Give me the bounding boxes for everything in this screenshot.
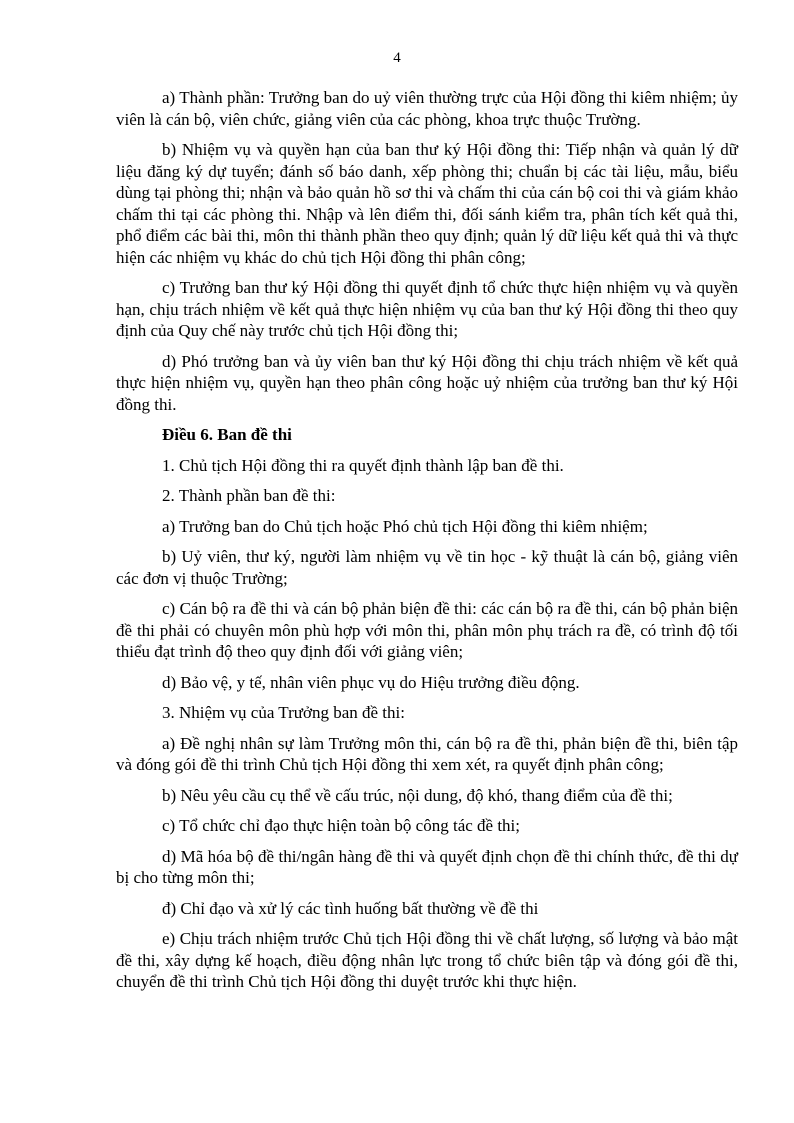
paragraph: a) Thành phần: Trưởng ban do uỷ viên thường trực của Hội đồng thi kiêm nhiệm; ủy viên là cán bộ, viên chức, giảng viên của các phòng, khoa trực thuộc Trường. — [116, 88, 738, 129]
page-number: 4 — [393, 50, 401, 66]
section-heading: Điều 6. Ban đề thi — [162, 425, 292, 444]
paragraph: d) Phó trưởng ban và ủy viên ban thư ký Hội đồng thi chịu trách nhiệm về kết quả thực hiện nhiệm vụ, quyền hạn theo phân công hoặc uỷ nhiệm của trưởng ban thư ký Hội đồng thi. — [116, 351, 738, 414]
paragraph: d) Bảo vệ, y tế, nhân viên phục vụ do Hiệu trưởng điều động. — [162, 672, 580, 692]
paragraph: b) Uỷ viên, thư ký, người làm nhiệm vụ về tin học - kỹ thuật là cán bộ, giảng viên các đơn vị thuộc Trường; — [116, 547, 738, 588]
document-body — [116, 87, 738, 1002]
paragraph: 1. Chủ tịch Hội đồng thi ra quyết định thành lập ban đề thi. — [162, 455, 564, 475]
paragraph: e) Chịu trách nhiệm trước Chủ tịch Hội đồng thi về chất lượng, số lượng và bảo mật đề thi, xây dựng kế hoạch, điều động nhân lực trong tổ chức biên tập và đóng gói đề thi, chuyển đề thi trình Chủ tịch Hội đồng thi duyệt trước khi thực hiện. — [116, 929, 738, 991]
paragraph: d) Mã hóa bộ đề thi/ngân hàng đề thi và quyết định chọn đề thi chính thức, đề thi dự bị cho từng môn thi; — [116, 846, 738, 887]
paragraph: c) Trưởng ban thư ký Hội đồng thi quyết định tổ chức thực hiện nhiệm vụ và quyền hạn, chịu trách nhiệm về kết quả thực hiện nhiệm vụ của ban thư ký Hội đồng thi theo quy định của Quy chế này trước chủ tịch Hội đồng thi; — [116, 278, 738, 340]
paragraph: c) Tổ chức chỉ đạo thực hiện toàn bộ công tác đề thi; — [162, 816, 520, 835]
paragraph: a) Trưởng ban do Chủ tịch hoặc Phó chủ tịch Hội đồng thi kiêm nhiệm; — [162, 516, 648, 536]
paragraph: 2. Thành phần ban đề thi: — [162, 486, 336, 505]
paragraph: b) Nhiệm vụ và quyền hạn của ban thư ký Hội đồng thi: Tiếp nhận và quản lý dữ liệu đăng ký dự tuyển; đánh số báo danh, xếp phòng thi; chuẩn bị các tài liệu, mẫu, biểu dùng tại phòng thi; nhận và bảo quản hồ sơ thi và chấm thi của cán bộ coi thi và giám khảo chấm thi tại các phòng thi. Nhập và lên điểm thi, đối sánh kiểm tra, phân tích kết quả thi, phổ điểm các bài thi, môn thi thành phần theo quy định; quản lý dữ liệu kết quả thi và thực hiện các nhiệm vụ khác do chủ tịch Hội đồng thi phân công; — [116, 140, 738, 267]
paragraph: a) Đề nghị nhân sự làm Trưởng môn thi, cán bộ ra đề thi, phản biện đề thi, biên tập và đóng gói đề thi trình Chủ tịch Hội đồng thi xem xét, ra quyết định phân công; — [116, 733, 738, 774]
paragraph: 3. Nhiệm vụ của Trưởng ban đề thi: — [162, 703, 405, 722]
paragraph: đ) Chỉ đạo và xử lý các tình huống bất thường về đề thi — [162, 898, 539, 918]
paragraph: b) Nêu yêu cầu cụ thể về cấu trúc, nội dung, độ khó, thang điểm của đề thi; — [162, 785, 673, 805]
paragraph: c) Cán bộ ra đề thi và cán bộ phản biện đề thi: các cán bộ ra đề thi, cán bộ phản biện đề thi phải có chuyên môn phù hợp với môn thi, phân môn phụ trách ra đề, có trình độ tối thiểu đạt trình độ theo quy định đối với giảng viên; — [116, 599, 738, 661]
